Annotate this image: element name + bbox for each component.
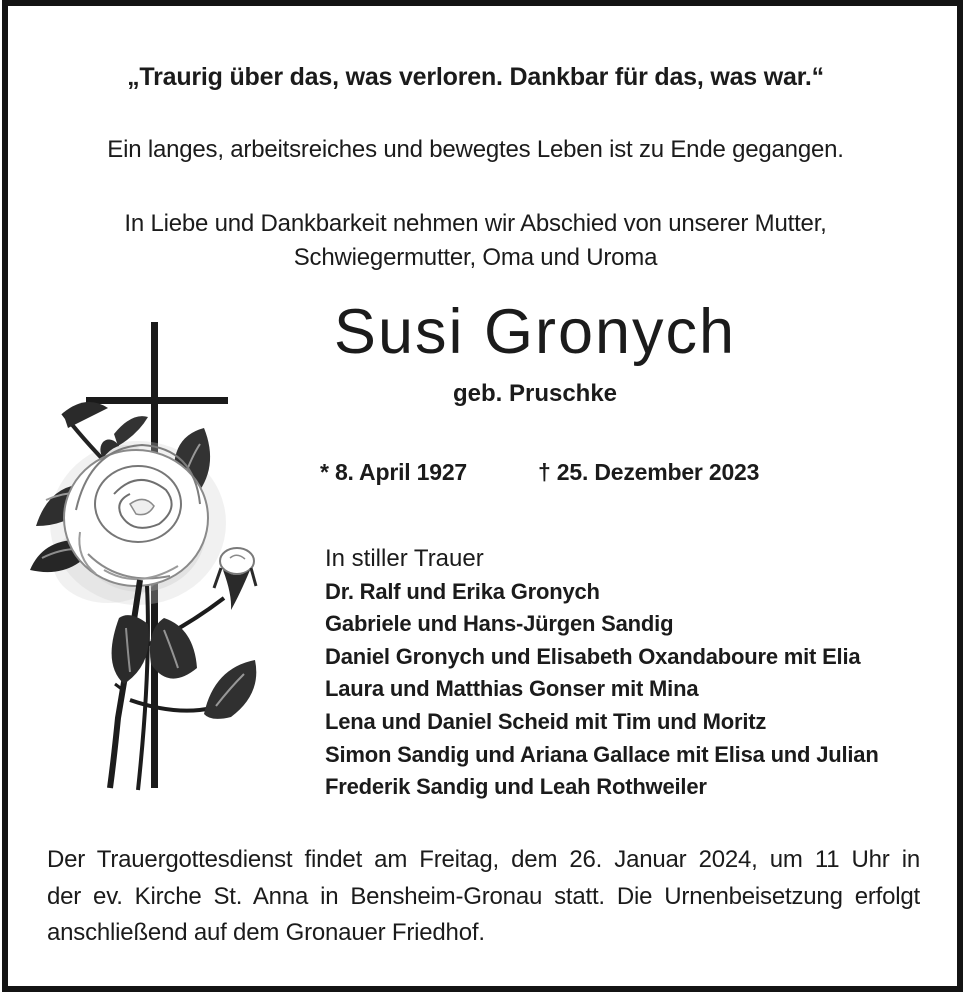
maiden-name: geb. Pruschke — [452, 380, 618, 408]
memorial-quote: „Traurig über das, was verloren. Dankbar für das, was war.“ — [127, 63, 824, 91]
mourner-line: Lena und Daniel Scheid mit Tim und Moritz — [325, 708, 767, 734]
cross-rose-illustration — [18, 318, 303, 798]
deceased-name: Susi Gronych — [333, 297, 737, 367]
cross-rose-svg — [18, 318, 303, 798]
mourner-line: Dr. Ralf und Erika Gronych — [325, 578, 600, 604]
farewell-line-1: In Liebe und Dankbarkeit nehmen wir Abschied von unserer Mutter, — [124, 210, 827, 237]
mourner-line: Laura und Matthias Gonser mit Mina — [325, 676, 699, 702]
farewell-line-2: Schwiegermutter, Oma und Uroma — [293, 244, 658, 271]
mourner-line: Daniel Gronych und Elisabeth Oxandaboure mit Elia — [325, 643, 861, 669]
service-paragraph — [47, 842, 920, 952]
death-date: † 25. Dezember 2023 — [538, 459, 760, 485]
mourner-line: Simon Sandig und Ariana Gallace mit Elisa und Julian — [325, 741, 879, 767]
mourners-list — [325, 543, 879, 804]
mourner-line: Gabriele und Hans-Jürgen Sandig — [325, 611, 674, 637]
intro-line: Ein langes, arbeitsreiches und bewegtes Leben ist zu Ende gegangen. — [107, 136, 844, 163]
service-line: anschließend auf dem Gronauer Friedhof. — [47, 919, 485, 946]
mourner-line: Frederik Sandig und Leah Rothweiler — [325, 774, 707, 800]
birth-date: * 8. April 1927 — [320, 459, 468, 485]
name-block — [300, 299, 770, 408]
service-line: der ev. Kirche St. Anna in Bensheim-Gronau statt. Die Urnenbeisetzung erfolgt — [47, 882, 920, 910]
mourning-intro: In stiller Trauer — [325, 545, 484, 572]
service-line: Der Trauergottesdienst findet am Freitag, dem 26. Januar 2024, um 11 Uhr in — [47, 846, 920, 873]
